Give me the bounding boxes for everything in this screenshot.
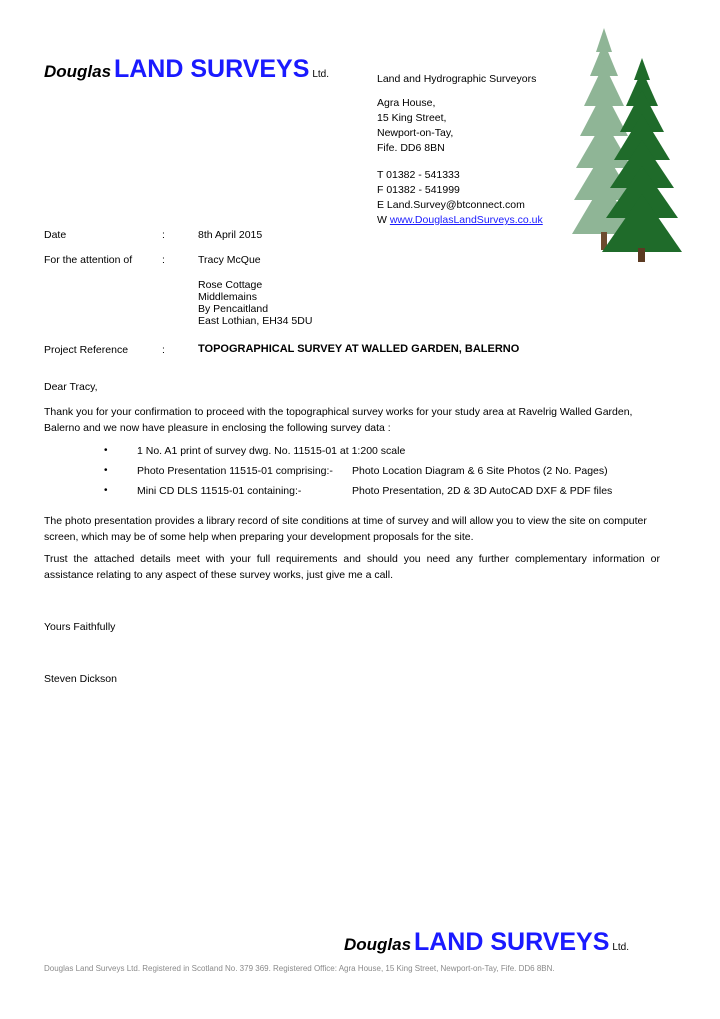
recipient-address-line-3: By Pencaitland [198, 303, 269, 315]
project-label: Project Reference [44, 344, 129, 356]
company-email: E Land.Survey@btconnect.com [377, 199, 525, 211]
trust-paragraph: Trust the attached details meet with your full requirements and should you need any further complementary information or assistance relating to any aspect of these survey works, just give me a call. [44, 553, 660, 581]
company-address-line-2: 15 King Street, [377, 112, 447, 124]
salutation: Dear Tracy, [44, 381, 98, 393]
enclosure-item-3: Mini CD DLS 11515-01 containing:- [137, 485, 302, 497]
company-address-line-3: Newport-on-Tay, [377, 127, 454, 139]
company-fax: F 01382 - 541999 [377, 184, 460, 196]
recipient-address-line-4: East Lothian, EH34 5DU [198, 315, 313, 327]
web-prefix: W [377, 214, 387, 226]
pine-trees-icon [560, 24, 688, 264]
footer-registered-text: Douglas Land Surveys Ltd. Registered in Scotland No. 379 369. Registered Office: Agra House, 15 King Street, Newport-on-Tay, Fife. DD6 8BN. [44, 964, 555, 973]
attention-value: Tracy McQue [198, 254, 261, 266]
header-logo [44, 55, 329, 84]
intro-paragraph: Thank you for your confirmation to proceed with the topographical survey works for your study area at Ravelrig Walled Garden, Balerno and we now have pleasure in enclosing the following survey data : [44, 406, 633, 434]
footer-logo-ltd: Ltd. [612, 942, 630, 953]
attention-colon: : [162, 254, 165, 266]
footer-logo-land-surveys: LAND SURVEYS [413, 928, 610, 956]
company-address-line-4: Fife. DD6 8BN [377, 142, 445, 154]
project-reference-value: TOPOGRAPHICAL SURVEY AT WALLED GARDEN, BALERNO [198, 343, 520, 355]
company-web [377, 214, 543, 226]
recipient-address-line-1: Rose Cottage [198, 279, 263, 291]
project-colon: : [162, 344, 165, 356]
recipient-address-line-2: Middlemains [198, 291, 257, 303]
footer-logo-douglas: Douglas [344, 935, 412, 954]
bullet-2: • [104, 465, 108, 476]
logo-land-surveys: LAND SURVEYS [113, 55, 310, 83]
company-website-link[interactable]: www.DouglasLandSurveys.co.uk [389, 214, 543, 226]
enclosure-item-3-detail: Photo Presentation, 2D & 3D AutoCAD DXF & PDF files [352, 485, 613, 497]
footer-logo [344, 928, 629, 957]
bullet-1: • [104, 445, 108, 456]
enclosure-item-2-detail: Photo Location Diagram & 6 Site Photos (2 No. Pages) [352, 465, 608, 477]
company-telephone: T 01382 - 541333 [377, 169, 460, 181]
signature-name: Steven Dickson [44, 673, 117, 685]
enclosure-item-1: 1 No. A1 print of survey dwg. No. 11515-01 at 1:200 scale [137, 445, 406, 457]
date-label: Date [44, 229, 67, 241]
logo-douglas: Douglas [44, 62, 112, 81]
bullet-3: • [104, 485, 108, 496]
company-tagline: Land and Hydrographic Surveyors [377, 73, 537, 85]
date-colon: : [162, 229, 165, 241]
attention-label: For the attention of [44, 254, 133, 266]
company-address-line-1: Agra House, [377, 97, 436, 109]
front-tree-trunk [638, 248, 645, 262]
date-value: 8th April 2015 [198, 229, 263, 241]
photo-paragraph: The photo presentation provides a library record of site conditions at time of survey and will allow you to view the site on computer screen, which may be of some help when preparing your development proposals for the site. [44, 515, 647, 543]
logo-ltd: Ltd. [312, 69, 330, 80]
enclosure-item-2: Photo Presentation 11515-01 comprising:- [137, 465, 333, 477]
closing: Yours Faithfully [44, 621, 116, 633]
